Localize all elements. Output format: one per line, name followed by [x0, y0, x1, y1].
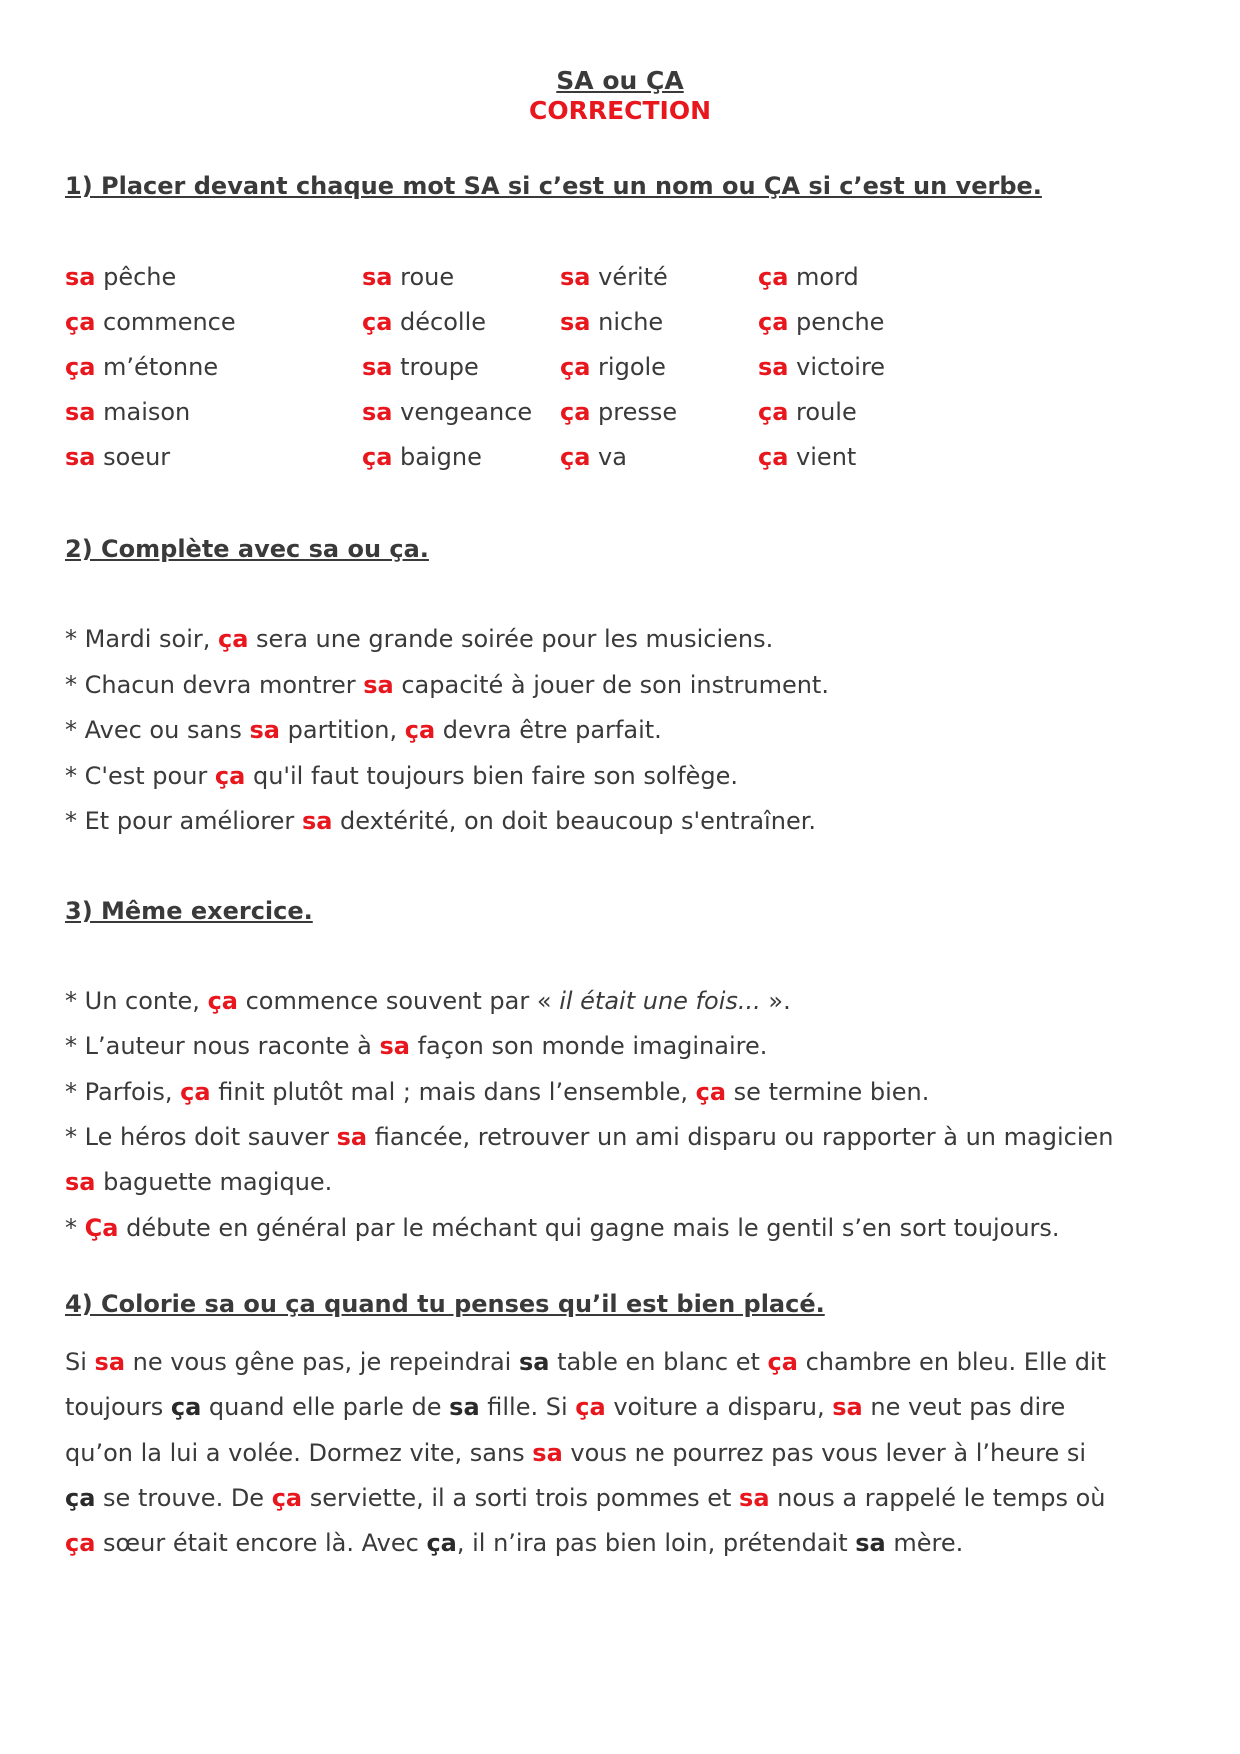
answer-word: ça: [65, 1529, 96, 1558]
word-item: [560, 442, 627, 472]
word-item: [362, 307, 486, 337]
text-segment: il était une fois...: [559, 987, 761, 1015]
answer-word: ça: [560, 353, 591, 381]
word-item: [560, 307, 663, 337]
word-text: niche: [590, 308, 664, 336]
word-text: vengeance: [392, 398, 533, 426]
word-text: commence: [95, 308, 236, 336]
answer-word: Ça: [84, 1213, 119, 1242]
text-segment: ne veut pas dire: [862, 1393, 1066, 1422]
answer-word: ça: [758, 398, 789, 426]
text-segment: qu’on la lui a volée. Dormez vite, sans: [65, 1438, 533, 1467]
word-item: [362, 397, 532, 427]
sentence-line: [65, 1392, 1065, 1422]
text-segment: fiancée, retrouver un ami disparu ou rapporter à un magicien: [367, 1122, 1114, 1151]
text-segment: * Et pour améliorer: [65, 807, 302, 835]
answer-word: ça: [218, 625, 249, 653]
word-item: [758, 352, 885, 382]
sentence-line: [65, 1167, 332, 1197]
text-segment: voiture a disparu,: [605, 1393, 833, 1422]
word-text: presse: [590, 398, 678, 426]
text-segment: * Chacun devra montrer: [65, 670, 364, 699]
answer-word: ça: [404, 716, 436, 744]
answer-word: ça: [65, 353, 96, 381]
text-segment: *: [65, 1213, 85, 1242]
answer-word: sa: [249, 716, 280, 744]
sentence-line: [65, 624, 773, 654]
text-segment: serviette, il a sorti trois pommes et: [302, 1483, 740, 1512]
text-segment: façon son monde imaginaire.: [409, 1032, 768, 1061]
answer-word: sa: [739, 1483, 770, 1512]
word-text: décolle: [392, 308, 487, 336]
sentence-line: [65, 1483, 1105, 1513]
text-segment: * C'est pour: [65, 761, 215, 790]
correction-label: CORRECTION: [528, 96, 712, 125]
text-segment: ».: [760, 987, 791, 1015]
word-item: [65, 307, 236, 337]
answer-word: sa: [832, 1393, 863, 1422]
answer-word: ça: [362, 443, 393, 471]
word-item: [560, 352, 666, 382]
answer-word: ça: [271, 1483, 303, 1512]
word-item: [65, 262, 176, 292]
sentence-line: [65, 1122, 1113, 1152]
word-item: [758, 397, 857, 427]
text-segment: vous ne pourrez pas vous lever à l’heure si: [562, 1438, 1087, 1467]
text-segment: * Mardi soir,: [65, 625, 218, 653]
sentence-line: [65, 1077, 929, 1107]
sentence-line: [65, 1213, 1060, 1243]
word-item: [65, 397, 190, 427]
answer-word: sa: [363, 670, 394, 699]
answer-word: sa: [65, 398, 96, 426]
answer-word: sa: [560, 308, 591, 336]
sentence-line: [65, 715, 662, 745]
text-segment: partition,: [280, 716, 405, 744]
answer-word: sa: [362, 353, 393, 381]
answer-word: sa: [758, 353, 789, 381]
sentence-line: [65, 761, 738, 791]
sentence-line: [65, 670, 829, 700]
word-item: [758, 262, 859, 292]
sentence-line: [65, 1438, 1086, 1468]
word-item: [758, 307, 884, 337]
word-text: vérité: [590, 263, 668, 291]
answer-word: sa: [379, 1032, 410, 1061]
word-text: roue: [392, 263, 455, 291]
text-segment: sœur était encore là. Avec: [95, 1529, 427, 1558]
text-segment: * Le héros doit sauver: [65, 1122, 337, 1151]
answer-word: sa: [336, 1122, 368, 1151]
text-segment: * L’auteur nous raconte à: [65, 1032, 380, 1061]
text-segment: * Parfois,: [65, 1077, 181, 1106]
text-segment: Si: [65, 1348, 95, 1376]
answer-word: ça: [695, 1077, 727, 1106]
word-item: [362, 262, 454, 292]
text-segment: fille. Si: [479, 1393, 576, 1422]
answer-word: ça: [767, 1348, 798, 1376]
answer-word: ça: [758, 443, 789, 471]
bold-word: ça: [65, 1483, 96, 1512]
text-segment: se termine bien.: [726, 1077, 930, 1106]
answer-word: ça: [207, 987, 238, 1015]
answer-word: sa: [362, 398, 393, 426]
word-item: [65, 352, 218, 382]
text-segment: nous a rappelé le temps où: [769, 1483, 1106, 1512]
sentence-line: [65, 1347, 1106, 1377]
section1-heading: 1) Placer devant chaque mot SA si c’est un nom ou ÇA si c’est un verbe.: [65, 172, 1042, 200]
bold-word: sa: [518, 1348, 550, 1376]
word-text: baigne: [392, 443, 482, 471]
text-segment: devra être parfait.: [435, 716, 662, 744]
section2-heading: 2) Complète avec sa ou ça.: [65, 535, 429, 563]
text-segment: * Avec ou sans: [65, 716, 250, 744]
word-item: [65, 442, 170, 472]
text-segment: * Un conte,: [65, 987, 208, 1015]
text-segment: sera une grande soirée pour les musiciens.: [248, 625, 774, 653]
sentence-line: [65, 806, 816, 836]
text-segment: dextérité, on doit beaucoup s'entraîner.: [332, 807, 816, 835]
word-text: mord: [788, 263, 859, 291]
text-segment: capacité à jouer de son instrument.: [393, 670, 829, 699]
word-text: troupe: [392, 353, 479, 381]
word-text: penche: [788, 308, 885, 336]
word-item: [560, 397, 677, 427]
word-text: maison: [95, 398, 191, 426]
word-text: rigole: [590, 353, 666, 381]
answer-word: ça: [180, 1077, 211, 1106]
word-text: soeur: [95, 443, 171, 471]
word-text: victoire: [788, 353, 886, 381]
bold-word: sa: [855, 1529, 886, 1558]
answer-word: ça: [758, 308, 789, 336]
word-item: [758, 442, 856, 472]
text-segment: se trouve. De: [95, 1483, 272, 1512]
answer-word: ça: [575, 1393, 606, 1422]
text-segment: chambre en bleu. Elle dit: [797, 1348, 1107, 1376]
bold-word: ça: [426, 1529, 457, 1558]
text-segment: toujours: [65, 1393, 171, 1422]
text-segment: qu'il faut toujours bien faire son solfège.: [245, 761, 739, 790]
sentence-line: [65, 1528, 963, 1558]
answer-word: sa: [94, 1348, 126, 1376]
answer-word: sa: [301, 807, 333, 835]
text-segment: commence souvent par «: [237, 987, 560, 1015]
text-segment: ne vous gêne pas, je repeindrai: [125, 1348, 519, 1376]
sentence-line: [65, 1031, 767, 1061]
text-segment: débute en général par le méchant qui gagne mais le gentil s’en sort toujours.: [118, 1213, 1060, 1242]
answer-word: sa: [65, 443, 96, 471]
text-segment: mère.: [885, 1529, 964, 1558]
word-text: pêche: [95, 263, 177, 291]
word-item: [560, 262, 668, 292]
answer-word: ça: [758, 263, 789, 291]
text-segment: , il n’ira pas bien loin, prétendait: [456, 1529, 856, 1558]
text-segment: table en blanc et: [549, 1348, 768, 1376]
answer-word: ça: [362, 308, 393, 336]
answer-word: sa: [560, 263, 591, 291]
answer-word: ça: [214, 761, 246, 790]
answer-word: sa: [65, 263, 96, 291]
answer-word: ça: [560, 443, 591, 471]
bold-word: sa: [449, 1393, 480, 1422]
answer-word: ça: [560, 398, 591, 426]
answer-word: sa: [532, 1438, 563, 1467]
section3-heading: 3) Même exercice.: [65, 897, 313, 925]
word-item: [362, 442, 482, 472]
sentence-line: [65, 986, 791, 1016]
answer-word: sa: [362, 263, 393, 291]
word-item: [362, 352, 479, 382]
word-text: vient: [788, 443, 857, 471]
word-text: roule: [788, 398, 857, 426]
text-segment: quand elle parle de: [201, 1393, 450, 1422]
word-text: va: [590, 443, 627, 471]
answer-word: ça: [65, 308, 96, 336]
answer-word: sa: [65, 1168, 96, 1197]
bold-word: ça: [170, 1393, 202, 1422]
worksheet-title: SA ou ÇA: [556, 66, 684, 95]
section4-heading: 4) Colorie sa ou ça quand tu penses qu’il est bien placé.: [65, 1290, 825, 1318]
text-segment: baguette magique.: [95, 1168, 333, 1197]
word-text: m’étonne: [95, 353, 219, 381]
text-segment: finit plutôt mal ; mais dans l’ensemble,: [210, 1077, 696, 1106]
